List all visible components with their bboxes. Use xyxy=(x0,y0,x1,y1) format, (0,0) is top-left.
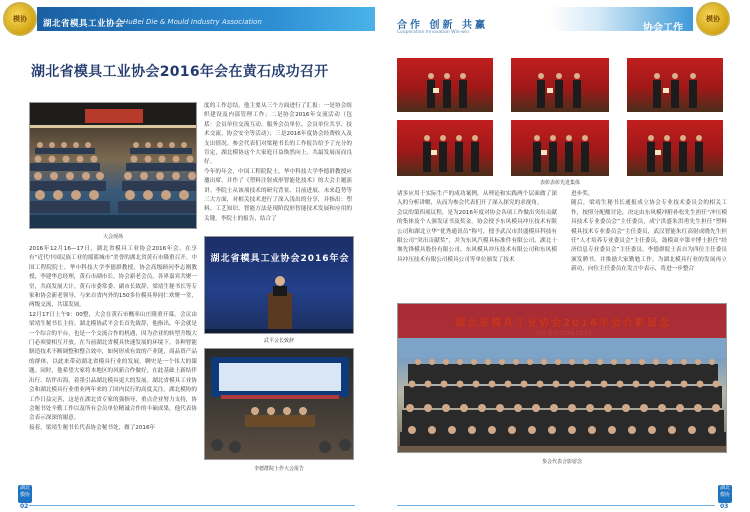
section-label: 协会工作 xyxy=(643,23,683,34)
footer-badge-right: 湖北模协 xyxy=(718,485,732,503)
host-speech-photo xyxy=(204,236,354,334)
academician-report-photo xyxy=(204,348,354,460)
caption-award: 表彰表彰先进集体 xyxy=(539,180,580,186)
page-number-left: 02 xyxy=(20,503,29,510)
slogan-en: Cooperation Innovation Win-win xyxy=(397,30,470,35)
footer-line-right xyxy=(397,505,715,506)
header-bar-right xyxy=(375,7,693,35)
conference-scene-image xyxy=(30,103,197,229)
photo-banner-text: 湖北省模具工业协会2016年会 xyxy=(210,254,350,264)
group-people-image xyxy=(398,304,727,453)
page-number-right: 03 xyxy=(720,503,729,510)
award-photos xyxy=(397,58,723,176)
footer-badge-left: 湖北模协 xyxy=(18,485,32,503)
association-name-cn: 湖北省模具工业协会 xyxy=(43,19,125,29)
association-logo-right: 模协 xyxy=(696,2,730,36)
caption-scene: 大会现场 xyxy=(102,234,123,240)
article-title: 湖北省模具工业协会2016年会在黄石成功召开 xyxy=(31,64,329,80)
footer-line xyxy=(29,505,355,506)
caption-host: 武平会长致辞 xyxy=(263,338,294,344)
caption-group: 参会代表合影留念 xyxy=(541,459,582,465)
association-logo: 模协 xyxy=(3,2,37,36)
right-page xyxy=(375,0,750,512)
article-column-4: 进步奖。 随后，梁靖生秘书长通报成立协会专业技术委员会的相关工作，按照分配酿讨论，决定由东风模冲附孙松先生担任“冲压模具技术专业委员会”主任委员，成宁洪盛朱洪勇先生担任“塑料模具技术专业委员会”主任委员，武汉智能朱红高射成晓先生担任“人才培养专业委员会”主任委员，鼓模双辛第辛博士担任“经济信息专业委员会”主任委员。李德群院士表自为四位主任委员颁发聘书，并推励大家勤勉工作，为湖北模具行业的发展再立新功，向位主任委员在发言中表示，将进一步整合 xyxy=(571,191,727,273)
award-photo-grid xyxy=(397,58,723,176)
slogan-cn: 合作 创新 共赢 xyxy=(397,20,488,31)
conference-scene-photo xyxy=(29,102,197,229)
association-name-en: HuBei Die & Mould Industry Association xyxy=(123,18,262,26)
article-column-1: 2016年12月16—17日，湖北省模具工业协会2016年会、在享有“近代中国民族工业的摇篮城市”美誉的湖北省黄石市隆重召开。中国工程院院士、华中科技大学李德群教授，协会高级顾问李志刚教授，李建华总经理，黄石市副市长、协会新老会员，各界嘉宾共聚一堂，共商发展大计。黄石市委常委、副市长致辞，梁靖生秘书长等专家和协会新老领导，与来自省内外的150多位模具界同仁欢聚一堂，两级交流，共谋发展。 12月17日上午9：00整，大会在黄石市概率山庄隆重开幕。会议由梁靖生秘书长主持。湖北模协武平会长首先致辞，他指出，年会就是一个综合的平台，也是一个交流合作的机遇，因为企业的转型升级大门必须要相互开放。在当前湖北省模具快速发展的环境下，各种智能制造技术不断调整和整合效中，如何形成有效的产业链，商品资产品的群体，以此来带动湖北省模具行业的发展。聊史是一个伟大的课题。同时，他希望大家将本地区的风新合作做好，在此基础上新结伴出行、结伴出海，着墨引品湖北模具更大的发展。湖北省模具工业协会和湖北模具行业重业两年来的了国内民行的高度关注。湖北模协的工作日益完善，这是在湖北省专家的强指导，重点企业努力支持，协会秘书处辛勤工作以及所有会员单位精诚合作的丰硕成果，他代表协会表示深深的谢意。 接着，梁靖生秘书长代表协会秘书处，做了2016年 xyxy=(29,246,197,431)
header-bar xyxy=(37,7,375,31)
group-photo xyxy=(397,303,727,453)
caption-report: 李德群院士作大会报告 xyxy=(253,466,304,472)
article-column-3: 诸多应用于实际生产的成功案例，从理论和实践两个层面做了深入的分析讲解，从而为参会代表们开了深入探究的求视角。 会议的第四项议程，是为2016年度对协会各项工作做出突出贡献的集体及个人颁发证书及奖金。协会授予东风模具冲压技术有限公司和湖北立华“优秀通讯员”称号，授予武汉市洪盛模具科技有限公司“突出贡献奖”，并为东风汽模具标准件有限公司、湖北十堰先锋模具股份有限公司、东风模具冲压技术有限公司和东风模具冲压技术有限公司模具公司等单位颁发了技术 xyxy=(397,191,557,263)
speaker-figure xyxy=(205,237,354,334)
report-scene-image xyxy=(205,349,354,460)
article-column-2: 度的工作总结。他主要从三个方面进行了汇报：一是协会组织建设及内部管理工作；二是协会2016年交流活动（包括：会员单位交流互动、服务会员单位、会员单位共享、技术交流、协会安全等活动）；三是2016年度协会经费收入及支出情况。参会代表们对梁秘书长的工作报告给予了充分的肯定，湖北模协这个大家庭日益焕然向上、共最发展而而良好。 今年的年会，中国工程院院士、华中科技大学李德群教授应邀出席，并作了《塑料注射成形智能化技术》的大会主题演讲。李院士从该项技术的研究背景、目前进展、未来趋势等三大方面，对相关技术进行了深入浅出的分享，并指出：塑料、工艺知识、智能方法是现阶段形智能技术发展和应用的关键。李院士的报告，结合了 xyxy=(204,103,352,222)
